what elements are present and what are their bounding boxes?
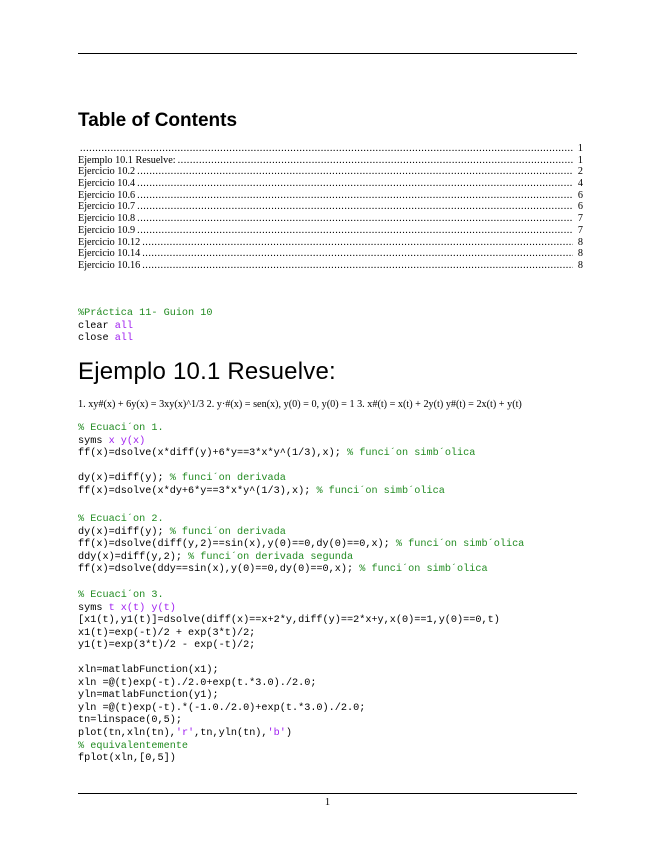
toc-leader — [142, 237, 573, 249]
code-keyword: all — [114, 320, 134, 332]
code-comment: % Ecuaci´on 3. — [78, 590, 164, 601]
toc-entry-page: 7 — [577, 213, 583, 225]
code-string: 'r' — [175, 728, 195, 740]
toc-leader — [137, 201, 573, 213]
equation-1-code-block — [78, 423, 475, 498]
code-text: fplot(xln,[0,5]) — [78, 753, 176, 765]
code-text: x1(t)=exp(-t)/2 + exp(3*t)/2; — [78, 627, 256, 639]
code-comment: % funci´on derivada — [169, 473, 286, 485]
toc-entry-page: 7 — [577, 224, 583, 236]
code-text: syms — [78, 602, 109, 614]
code-text: ,tn,yln(tn), — [194, 728, 268, 740]
code-keyword: all — [114, 333, 134, 345]
code-text: clear — [78, 320, 115, 332]
code-text: [x1(t),y1(t)]=dsolve(diff(x)==x+2*y,diff(y)==2*x+y,x(0)==1,y(0)==0,t) — [78, 615, 500, 627]
toc-entry-page: 6 — [577, 201, 583, 213]
code-text: dy(x)=diff(y); — [78, 526, 170, 538]
toc-entry-label: Ejercicio 10.6 — [78, 189, 136, 201]
code-comment: % funci´on derivada — [169, 526, 286, 538]
header-rule — [78, 53, 577, 54]
toc-entry-page: 6 — [577, 189, 583, 201]
toc-entry-label: Ejercicio 10.14 — [78, 248, 141, 260]
footer-rule — [78, 793, 577, 794]
toc-entry-label: Ejemplo 10.1 Resuelve: — [78, 154, 176, 166]
code-comment: % Ecuaci´on 1. — [78, 423, 164, 434]
toc-entry-label: Ejercicio 10.7 — [78, 201, 136, 213]
toc-leader — [137, 225, 573, 237]
toc-entry-label: Ejercicio 10.9 — [78, 224, 136, 236]
code-text: tn=linspace(0,5); — [78, 715, 182, 727]
toc-entry-page: 4 — [577, 178, 583, 190]
code-text: close — [78, 333, 115, 345]
intro-code-block — [78, 308, 213, 346]
page-number: 1 — [324, 797, 331, 808]
code-symbols: x y(x) — [108, 435, 146, 447]
toc-leader — [142, 260, 573, 272]
equation-2-code-block — [78, 514, 524, 577]
toc-entry-label: Ejercicio 10.2 — [78, 166, 136, 178]
code-text: yln=matlabFunction(y1); — [78, 690, 219, 702]
code-text: y1(t)=exp(3*t)/2 - exp(-t)/2; — [78, 640, 256, 652]
toc-entry-page: 8 — [577, 259, 583, 271]
toc-entry-page: 8 — [577, 248, 583, 260]
code-comment: % equivalentemente — [78, 740, 189, 752]
code-comment: % funci´on simb´olica — [395, 539, 525, 551]
toc-entry-label: Ejercicio 10.4 — [78, 178, 136, 190]
toc-entry-page: 1 — [577, 143, 583, 154]
equation-3-code-block — [78, 590, 500, 766]
code-text: xln =@(t)exp(-t)./2.0+exp(t.*3.0)./2.0; — [78, 677, 317, 689]
code-text: syms — [78, 435, 109, 447]
toc-leader — [142, 248, 573, 260]
code-text: plot(tn,xln(tn), — [78, 728, 176, 740]
code-comment: % funci´on derivada segunda — [188, 551, 354, 563]
toc-entry[interactable] — [78, 190, 583, 202]
toc-entry[interactable] — [78, 143, 583, 155]
toc-entry-label: Ejercicio 10.8 — [78, 213, 136, 225]
toc-leader — [137, 213, 573, 225]
code-text: ff(x)=dsolve(x*diff(y)+6*y==3*x*y^(1/3),x); — [78, 448, 347, 460]
code-comment: % funci´on simb´olica — [347, 448, 476, 460]
toc-entry-page: 8 — [577, 236, 583, 248]
toc-entry-page: 2 — [577, 166, 583, 178]
code-text: ff(x)=dsolve(x*dy+6*y==3*x*y^(1/3),x); — [78, 485, 317, 497]
table-of-contents — [78, 143, 583, 272]
toc-entry[interactable] — [78, 201, 583, 213]
toc-entry[interactable] — [78, 260, 583, 272]
section-heading: Ejemplo 10.1 Resuelve: — [78, 358, 336, 385]
code-text: ) — [285, 728, 293, 740]
code-text: ddy(x)=diff(y,2); — [78, 551, 189, 563]
toc-entry-label: Ejercicio 10.16 — [78, 259, 141, 271]
toc-entry[interactable] — [78, 248, 583, 260]
code-text: xln=matlabFunction(x1); — [78, 665, 219, 677]
code-text: dy(x)=diff(y); — [78, 473, 170, 485]
toc-leader — [137, 190, 573, 202]
toc-entry[interactable] — [78, 166, 583, 178]
toc-entry[interactable] — [78, 237, 583, 249]
problem-statement: 1. xy#(x) + 6y(x) = 3xy(x)^1/3 2. y·#(x) = sen(x), y(0) = 0, y(0) = 1 3. x#(t) = x(t) + 2y(t) y#(t) = 2x(t) + y(t) — [78, 399, 522, 410]
toc-entry-label: Ejercicio 10.12 — [78, 236, 141, 248]
toc-entry[interactable] — [78, 155, 583, 167]
toc-title: Table of Contents — [78, 110, 238, 131]
code-text: yln =@(t)exp(-t).*(-1.0./2.0)+exp(t.*3.0)./2.0; — [78, 702, 366, 714]
toc-entry-page: 1 — [577, 154, 583, 166]
toc-entry[interactable] — [78, 178, 583, 190]
code-comment: % Ecuaci´on 2. — [78, 514, 164, 525]
toc-leader — [137, 178, 573, 190]
code-symbols: t x(t) y(t) — [108, 602, 176, 614]
code-text: ff(x)=dsolve(diff(y,2)==sin(x),y(0)==0,dy(0)==0,x); — [78, 539, 396, 551]
toc-leader — [178, 155, 573, 167]
code-text: ff(x)=dsolve(ddy==sin(x),y(0)==0,dy(0)==0,x); — [78, 564, 360, 576]
toc-entry[interactable] — [78, 213, 583, 225]
code-comment: % funci´on simb´olica — [316, 485, 445, 497]
toc-leader — [80, 143, 573, 155]
code-comment: % funci´on simb´olica — [359, 564, 488, 576]
toc-leader — [137, 166, 573, 178]
code-comment: %Práctica 11- Guion 10 — [78, 308, 213, 319]
toc-entry[interactable] — [78, 225, 583, 237]
code-string: 'b' — [267, 728, 286, 740]
